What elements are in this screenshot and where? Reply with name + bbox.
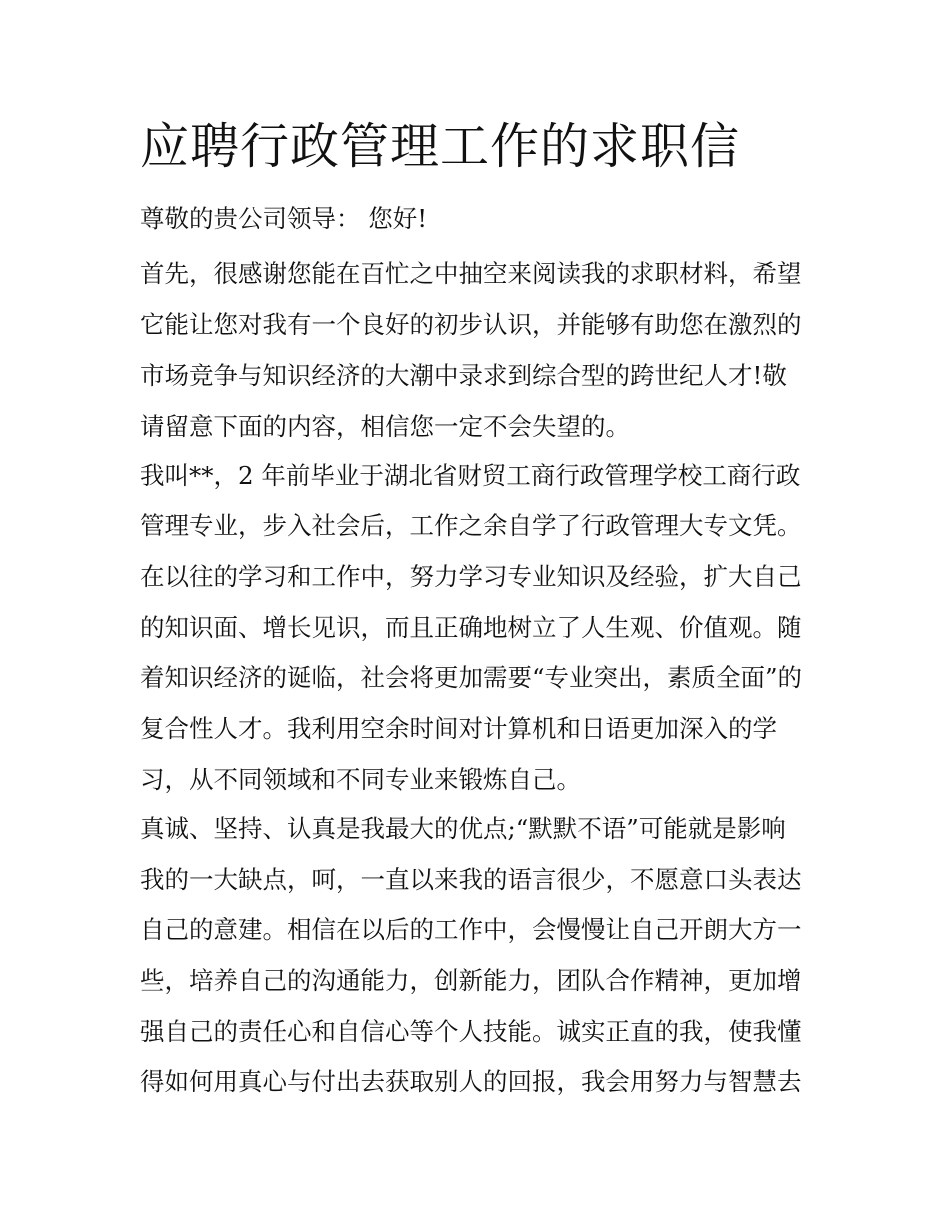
body-line-9: 着知识经济的诞临，社会将更加需要“专业突出，素质全面”的 [140, 663, 803, 692]
body-line-5: 我叫**，2 年前毕业于湖北省财贸工商行政管理学校工商行政 [140, 461, 801, 490]
body-line-1: 首先，很感谢您能在百忙之中抽空来阅读我的求职材料，希望 [140, 259, 802, 288]
body-line-4: 请留意下面的内容，相信您一定不会失望的。 [140, 412, 630, 441]
body-line-7: 在以往的学习和工作中，努力学习专业知识及经验，扩大自己 [140, 562, 802, 591]
body-line-13: 我的一大缺点，呵，一直以来我的语言很少，不愿意口头表达 [140, 865, 802, 894]
body-line-10: 复合性人才。我利用空余时间对计算机和日语更加深入的学 [140, 714, 777, 743]
body-line-16: 强自己的责任心和自信心等个人技能。诚实正直的我，使我懂 [140, 1017, 802, 1046]
body-line-11: 习，从不同领域和不同专业来锻炼自己。 [140, 765, 581, 794]
body-line-17: 得如何用真心与付出去获取别人的回报，我会用努力与智慧去 [140, 1067, 802, 1096]
body-line-12: 真诚、坚持、认真是我最大的优点;“默默不语”可能就是影响 [140, 814, 786, 843]
body-line-8: 的知识面、增长见识，而且正确地树立了人生观、价值观。随 [140, 613, 802, 642]
body-line-3: 市场竞争与知识经济的大潮中录求到综合型的跨世纪人才!敬 [140, 361, 787, 390]
body-line-14: 自己的意建。相信在以后的工作中，会慢慢让自己开朗大方一 [140, 915, 802, 944]
document-title: 应聘行政管理工作的求职信 [140, 118, 741, 175]
body-line-15: 些，培养自己的沟通能力，创新能力，团队合作精神，更加增 [140, 966, 802, 995]
salutation-line: 尊敬的贵公司领导： 您好! [140, 204, 428, 233]
body-line-6: 管理专业，步入社会后，工作之余自学了行政管理大专文凭。 [140, 511, 802, 540]
body-line-2: 它能让您对我有一个良好的初步认识，并能够有助您在激烈的 [140, 310, 802, 339]
